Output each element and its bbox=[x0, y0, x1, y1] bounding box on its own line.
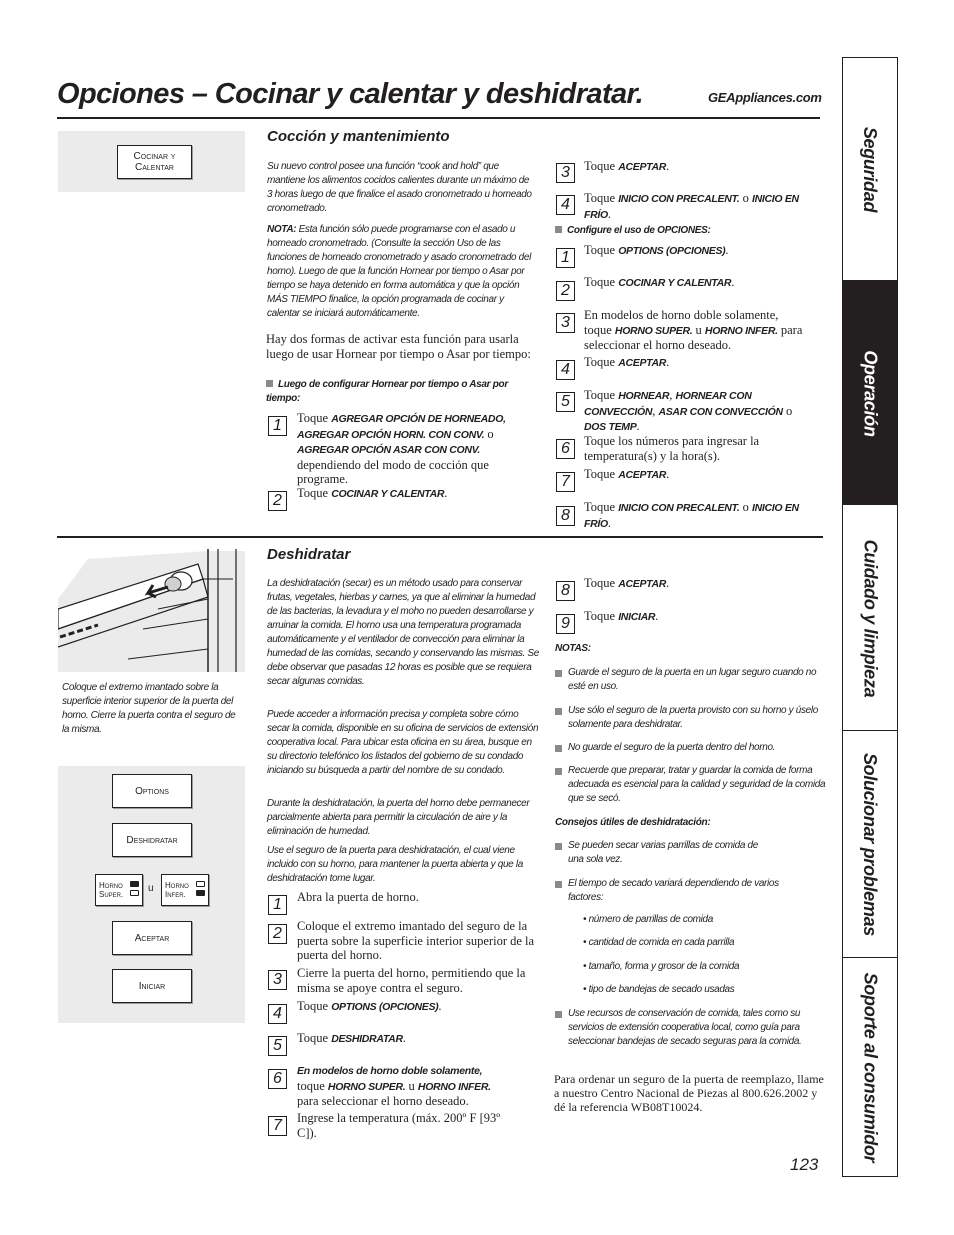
step-number-d8: 8 bbox=[556, 581, 575, 601]
deshidratar-step-5: Toque DESHIDRATAR. bbox=[297, 1031, 406, 1045]
step-number-d3: 3 bbox=[268, 970, 287, 990]
options-button[interactable]: Options bbox=[112, 774, 192, 808]
step-number-d4: 4 bbox=[268, 1004, 287, 1024]
step-number-d7: 7 bbox=[268, 1116, 287, 1136]
nota-3: No guarde el seguro de la puerta dentro del horno. bbox=[555, 741, 825, 755]
bullet-opciones: Configure el uso de OPCIONES: bbox=[555, 224, 805, 238]
coccion-two-ways: Hay dos formas de activar esta función para usarla luego de usar Hornear por tiempo o Asar por tiempo: bbox=[266, 332, 531, 361]
deshidratar-button[interactable]: Deshidratar bbox=[112, 823, 192, 857]
nota-2: Use sólo el seguro de la puerta provisto con su horno y úselo solamente para deshidratar. bbox=[555, 704, 825, 732]
step-number-3: 3 bbox=[556, 163, 575, 183]
step-number-o1: 1 bbox=[556, 248, 575, 268]
deshidratar-step-1: Abra la puerta de horno. bbox=[297, 890, 419, 904]
nota-1: Guarde el seguro de la puerta en un lugar seguro cuando no esté en uso. bbox=[555, 666, 825, 694]
step-number-2: 2 bbox=[268, 491, 287, 511]
page-title: Opciones – Cocinar y calentar y deshidratar. bbox=[57, 78, 644, 110]
bullet-luego: Luego de configurar Hornear por tiempo o Asar por tiempo: bbox=[266, 379, 508, 404]
step-number-o5: 5 bbox=[556, 392, 575, 412]
coccion-step-3: Toque ACEPTAR. bbox=[584, 159, 670, 173]
deshidratar-step-7: Ingrese la temperatura (máx. 200º F [93º C]). bbox=[297, 1111, 501, 1140]
deshidratar-step-8: Toque ACEPTAR. bbox=[584, 576, 670, 590]
factor-3: • tamaño, forma y grosor de la comida bbox=[583, 961, 740, 972]
consejos-label: Consejos útiles de deshidratación: bbox=[555, 817, 711, 828]
step-number-o2: 2 bbox=[556, 281, 575, 301]
factor-1: • número de parrillas de comida bbox=[583, 914, 713, 925]
step-number-d6: 6 bbox=[268, 1069, 287, 1089]
factor-4: • tipo de bandejas de secado usadas bbox=[583, 984, 735, 995]
opciones-step-5: Toque HORNEAR, HORNEAR CON CONVECCIÓN, ASAR CON CONVECCIÓN o DOS TEMP. bbox=[584, 388, 793, 433]
step-number-4: 4 bbox=[556, 195, 575, 215]
page-number: 123 bbox=[790, 1155, 819, 1174]
section-heading-coccion: Cocción y mantenimiento bbox=[267, 128, 450, 145]
tab-operacion[interactable]: Operación bbox=[843, 281, 897, 505]
tab-cuidado[interactable]: Cuidado y limpieza bbox=[843, 506, 897, 731]
horno-infer-button[interactable]: Horno Infer. bbox=[161, 874, 209, 906]
nota-4: Recuerde que preparar, tratar y guardar la comida de forma adecuada es esencial para la calidad y seguridad de la comida que se secó. bbox=[555, 764, 830, 806]
horno-super-button[interactable]: Horno Super. bbox=[95, 874, 143, 906]
tab-seguridad[interactable]: Seguridad bbox=[843, 58, 897, 281]
ordenar-paragraph: Para ordenar un seguro de la puerta de reemplazo, llame a nuestro Centro Nacional de Piezas al 800.626.2002 y dé la referencia WB08T10024. bbox=[554, 1072, 824, 1114]
section-rule bbox=[57, 536, 823, 538]
opciones-step-3: En modelos de horno doble solamente, toque HORNO SUPER. u HORNO INFER. para seleccionar el horno deseado. bbox=[584, 308, 803, 352]
section-heading-deshidratar: Deshidratar bbox=[267, 546, 351, 563]
door-latch-icon bbox=[58, 549, 245, 672]
step-number-1: 1 bbox=[268, 416, 287, 436]
step-number-d1: 1 bbox=[268, 895, 287, 915]
deshidratar-p4: Use el seguro de la puerta para deshidratación, el cual viene incluido con su horno, para mantener la puerta abierta y que la deshidratación tome lugar. bbox=[267, 845, 523, 884]
coccion-step-4: Toque INICIO CON PRECALENT. o INICIO EN FRÍO. bbox=[584, 191, 799, 221]
opciones-step-1: Toque OPTIONS (OPCIONES). bbox=[584, 243, 729, 257]
step-number-o7: 7 bbox=[556, 472, 575, 492]
header-rule bbox=[57, 117, 820, 119]
aceptar-button[interactable]: Aceptar bbox=[112, 921, 192, 955]
coccion-step-1: Toque AGREGAR OPCIÓN DE HORNEADO, AGREGAR OPCIÓN HORN. CON CONV. o AGREGAR OPCIÓN ASAR CON CONV. dependiendo del modo de cocción que programe. bbox=[297, 411, 506, 486]
step-number-d9: 9 bbox=[556, 614, 575, 634]
opciones-step-8: Toque INICIO CON PRECALENT. o INICIO EN FRÍO. bbox=[584, 500, 799, 530]
deshidratar-step-6: En modelos de horno doble solamente, toque HORNO SUPER. u HORNO INFER. para seleccionar el horno deseado. bbox=[297, 1065, 491, 1108]
step-number-o3: 3 bbox=[556, 313, 575, 333]
iniciar-button[interactable]: Iniciar bbox=[112, 969, 192, 1003]
tab-solucionar[interactable]: Solucionar problemas bbox=[843, 731, 897, 958]
deshidratar-p2: Puede acceder a información precisa y completa sobre cómo secar la comida, disponible en su oficina de servicios de extensión cooperativa local. Para ubicar esta oficina en su área, busque en su directorio telefónico los listados del gobierno de su condado iniciando su búsqueda a partir del nombre de su condado. bbox=[267, 709, 539, 776]
step-number-d2: 2 bbox=[268, 924, 287, 944]
opciones-step-4: Toque ACEPTAR. bbox=[584, 355, 670, 369]
factor-2: • cantidad de comida en cada parrilla bbox=[583, 937, 735, 948]
step-number-o6: 6 bbox=[556, 439, 575, 459]
deshidratar-step-3: Cierre la puerta del horno, permitiendo que la misma se apoye contra el seguro. bbox=[297, 966, 526, 995]
coccion-step-2: Toque COCINAR Y CALENTAR. bbox=[297, 486, 448, 500]
oven-door-illustration bbox=[58, 549, 245, 672]
notas-label: NOTAS: bbox=[555, 643, 591, 654]
opciones-step-2: Toque COCINAR Y CALENTAR. bbox=[584, 275, 735, 289]
deshidratar-p3: Durante la deshidratación, la puerta del horno debe permanecer parcialmente abierta para permitir la circulación de aire y la eliminación de humedad. bbox=[267, 798, 530, 837]
tab-soporte[interactable]: Soporte al consumidor bbox=[860, 972, 881, 1162]
step-number-o4: 4 bbox=[556, 360, 575, 380]
consejo-2: El tiempo de secado variará dependiendo de varios factores: bbox=[555, 877, 805, 905]
opciones-step-7: Toque ACEPTAR. bbox=[584, 467, 670, 481]
coccion-intro: Su nuevo control posee una función “cook and hold” que mantiene los alimentos cocidos calientes durante un máximo de 3 horas luego de que finalice el asado cronometrado u horneado cronometrado. bbox=[267, 161, 532, 214]
step-number-o8: 8 bbox=[556, 506, 575, 526]
opciones-step-6: Toque los números para ingresar la temperatura(s) y la hora(s). bbox=[584, 434, 760, 463]
deshidratar-step-4: Toque OPTIONS (OPCIONES). bbox=[297, 999, 442, 1013]
website-link[interactable]: GEAppliances.com bbox=[708, 90, 822, 105]
deshidratar-step-9: Toque INICIAR. bbox=[584, 609, 659, 623]
illustration-caption: Coloque el extremo imantado sobre la superficie interior superior de la puerta del horno. Cierre la puerta contra el seguro de la misma. bbox=[62, 682, 236, 735]
step-number-d5: 5 bbox=[268, 1036, 287, 1056]
coccion-nota: NOTA: Esta función sólo puede programarse con el asado u horneado cronometrado. (Consulte la sección Uso de las funciones de horneado cronometrado y asado cronometrado del horno). Luego de que la función Hornear por tiempo o Asar por tiempo se haya detenido en forma automática y que la opción MÁS TIEMPO finalice, la opción programada de cocinar y calentar se iniciará automáticamente. bbox=[267, 224, 531, 319]
recursos-note: Use recursos de conservación de comida, tales como su servicios de extensión cooperativa local, como guía para seleccionar bandejas de secado seguras para la comida. bbox=[555, 1007, 805, 1049]
or-label: u bbox=[148, 883, 154, 894]
cocinar-y-calentar-button[interactable]: Cocinar y Calentar bbox=[117, 145, 192, 179]
deshidratar-step-2: Coloque el extremo imantado del seguro de la puerta sobre la superficie interior superior de la puerta del horno. bbox=[297, 919, 535, 962]
consejo-1: Se pueden secar varias parrillas de comida de una sola vez. bbox=[555, 839, 775, 867]
deshidratar-p1: La deshidratación (secar) es un método usado para conservar frutas, vegetales, hierbas y carnes, ya que al eliminar la humedad de las bacterias, la levadura y el moho no pueden desarrollarse y arruinar la comida. El horno usa una temperatura programada automáticamente y el ventilador de convección para eliminar la humedad de las comidas, secando y conservando las mismas. Se debe observar que pasadas 12 horas es posible que se requiera secar algunas comidas. bbox=[267, 578, 539, 687]
